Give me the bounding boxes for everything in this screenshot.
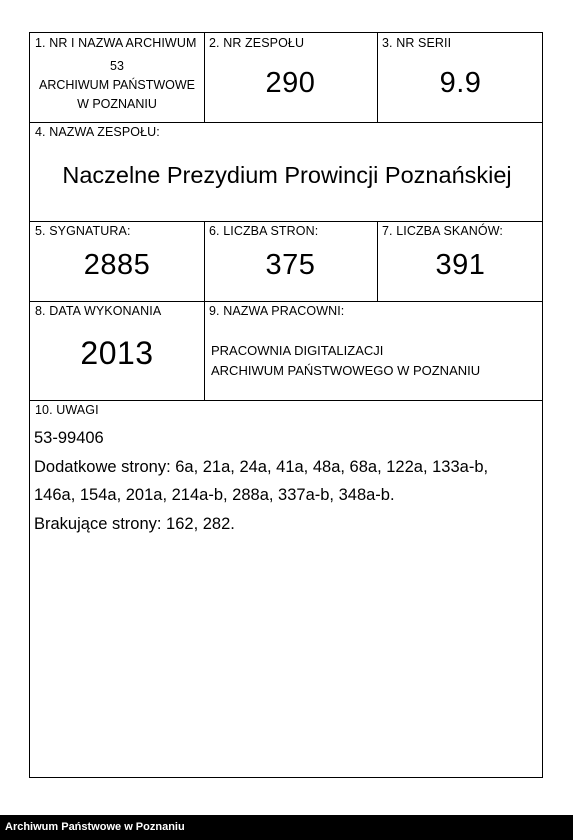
metadata-form: [29, 32, 543, 778]
fonds-name-value: Naczelne Prezydium Prowincji Poznańskiej: [62, 162, 512, 188]
footer-bar: Archiwum Państwowe w Poznaniu: [0, 815, 573, 840]
series-number-value: 9.9: [439, 67, 482, 99]
signature-label: 5. SYGNATURA:: [35, 224, 131, 238]
notes-cell: [30, 400, 544, 778]
fonds-number-label: 2. NR ZESPOŁU: [209, 36, 305, 50]
archive-cell: [30, 33, 204, 122]
workshop-cell: [204, 301, 544, 400]
workshop-name-line2: ARCHIWUM PAŃSTWOWEGO W POZNANIU: [211, 363, 481, 378]
page-count-label: 6. LICZBA STRON:: [209, 224, 319, 238]
series-number-cell: [377, 33, 544, 122]
archive-label: 1. NR I NAZWA ARCHIWUM: [35, 36, 197, 50]
date-label: 8. DATA WYKONANIA: [35, 304, 162, 318]
notes-line: Dodatkowe strony: 6a, 21a, 24a, 41a, 48a, 68a, 122a, 133a-b,: [34, 457, 489, 476]
page-count-value: 375: [265, 249, 316, 281]
fonds-name-cell: [30, 122, 544, 221]
notes-line: 146a, 154a, 201a, 214a-b, 288a, 337a-b, 348a-b.: [34, 486, 395, 504]
fonds-name-label: 4. NAZWA ZESPOŁU:: [35, 125, 160, 139]
scan-count-cell: [377, 221, 544, 301]
archive-name-block: [30, 57, 204, 114]
notes-text: [34, 424, 488, 538]
fonds-number-cell: [204, 33, 377, 122]
notes-label: 10. UWAGI: [35, 403, 99, 417]
scan-count-label: 7. LICZBA SKANÓW:: [382, 224, 503, 238]
signature-value: 2885: [83, 249, 151, 281]
archive-number: 53: [110, 59, 124, 73]
scan-count-value: 391: [435, 249, 486, 281]
notes-line: Brakujące strony: 162, 282.: [34, 514, 235, 533]
notes-line: 53-99406: [34, 429, 104, 447]
page-count-cell: [204, 221, 377, 301]
fonds-number-value: 290: [265, 67, 316, 99]
date-cell: [30, 301, 204, 400]
workshop-name-line1: PRACOWNIA DIGITALIZACJI: [211, 343, 384, 358]
archive-name-line2: W POZNANIU: [77, 97, 157, 111]
signature-cell: [30, 221, 204, 301]
series-number-label: 3. NR SERII: [382, 36, 452, 50]
archive-name-line1: ARCHIWUM PAŃSTWOWE: [38, 78, 195, 92]
date-value: 2013: [80, 335, 154, 371]
workshop-label: 9. NAZWA PRACOWNI:: [209, 304, 345, 318]
